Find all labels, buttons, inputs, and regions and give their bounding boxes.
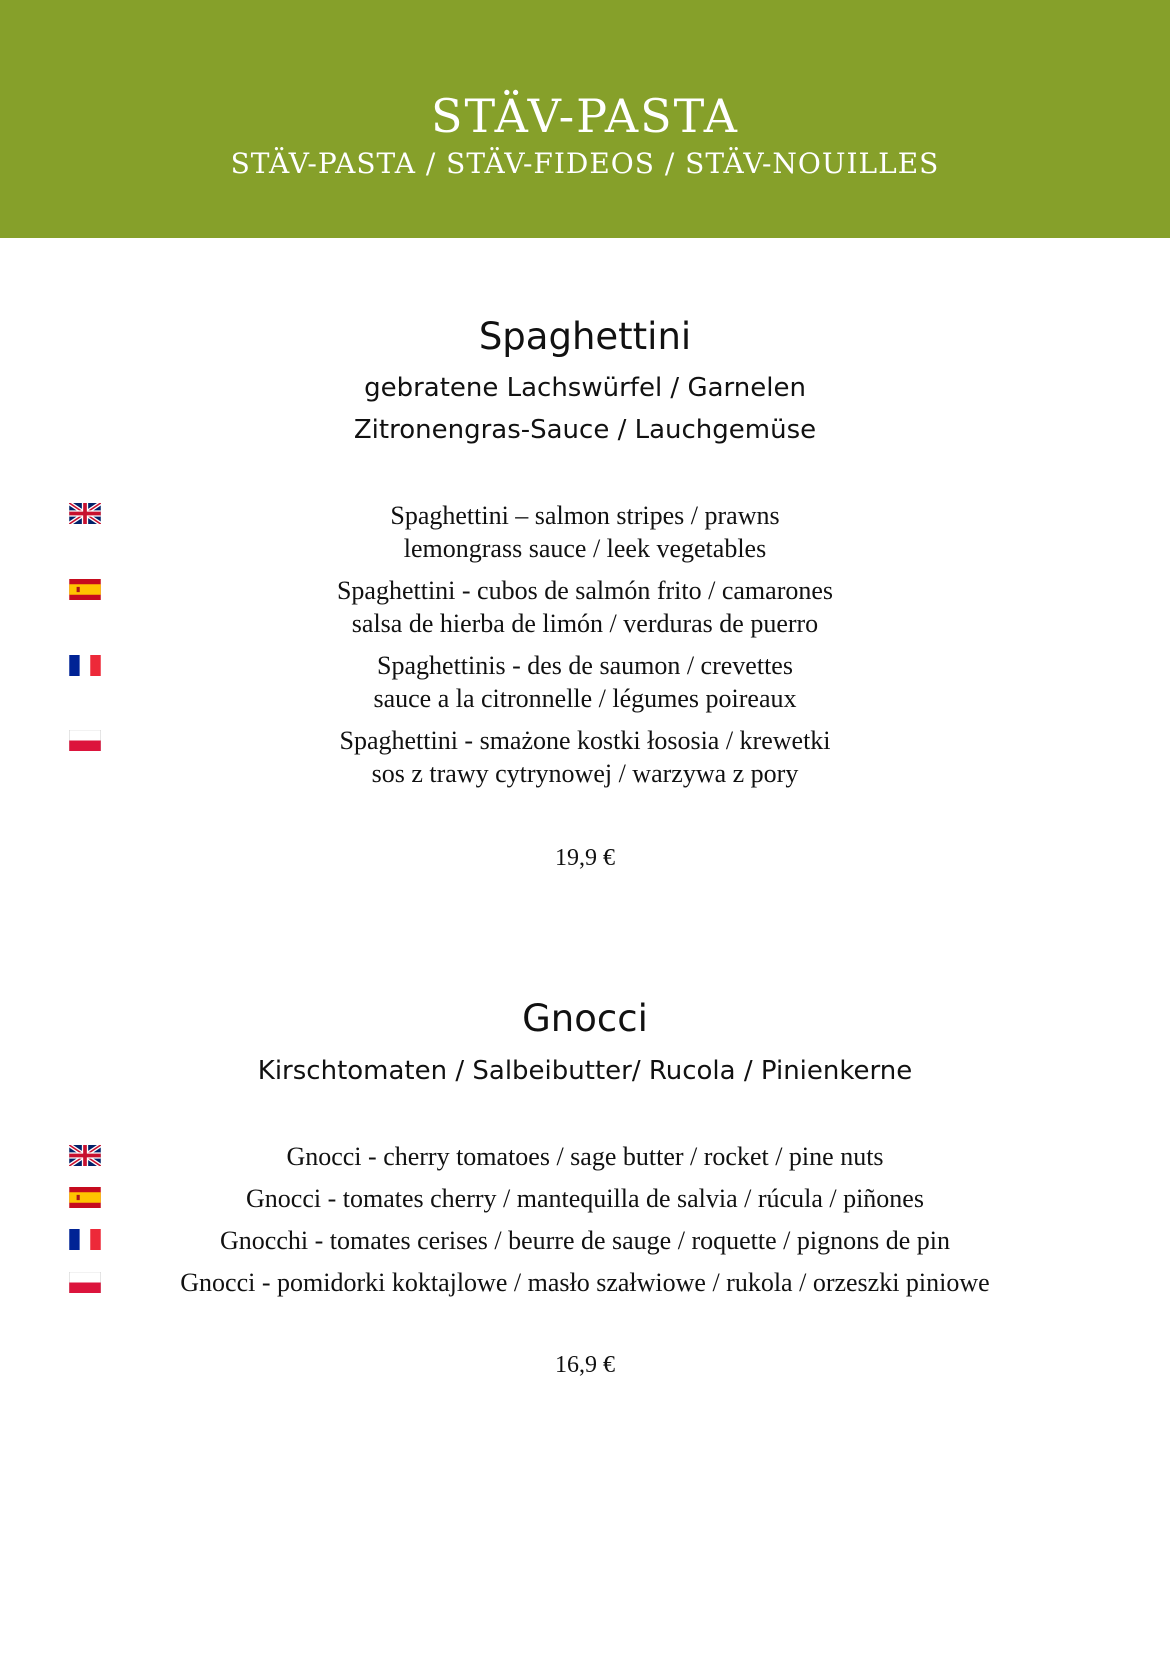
dish-name: Gnocci	[522, 997, 648, 1040]
page-title: STÄV-PASTA	[431, 89, 739, 143]
page-header	[0, 0, 1170, 238]
translation-line: Gnocci - pomidorki koktajlowe / masło szałwiowe / rukola / orzeszki piniowe	[180, 1268, 990, 1297]
translation-line: lemongrass sauce / leek vegetables	[403, 534, 767, 563]
dish-description-de: gebratene Lachswürfel / Garnelen	[364, 373, 806, 403]
dish-description-de: Kirschtomaten / Salbeibutter/ Rucola / Pinienkerne	[257, 1056, 913, 1086]
translation-line: Gnocci - cherry tomatoes / sage butter / rocket / pine nuts	[286, 1142, 884, 1171]
translation-line: Spaghettini - smażone kostki łososia / krewetki	[339, 726, 831, 755]
dish-price: 19,9 €	[555, 845, 615, 871]
translation-line: Spaghettinis - des de saumon / crevettes	[377, 651, 793, 680]
translation-line: Gnocchi - tomates cerises / beurre de sauge / roquette / pignons de pin	[220, 1226, 950, 1255]
translation-line: sauce a la citronnelle / légumes poireaux	[373, 684, 797, 713]
page-subtitle: STÄV-PASTA / STÄV-FIDEOS / STÄV-NOUILLES	[230, 147, 940, 180]
translation-line: Gnocci - tomates cherry / mantequilla de salvia / rúcula / piñones	[246, 1184, 924, 1213]
dish-name: Spaghettini	[478, 315, 692, 358]
translation-line: Spaghettini – salmon stripes / prawns	[390, 501, 780, 530]
translation-line: salsa de hierba de limón / verduras de puerro	[351, 609, 819, 638]
translation-line: sos z trawy cytrynowej / warzywa z pory	[371, 759, 799, 788]
dish-description-de: Zitronengras-Sauce / Lauchgemüse	[353, 415, 817, 445]
translation-line: Spaghettini - cubos de salmón frito / camarones	[336, 576, 834, 605]
dish-price: 16,9 €	[555, 1352, 615, 1378]
